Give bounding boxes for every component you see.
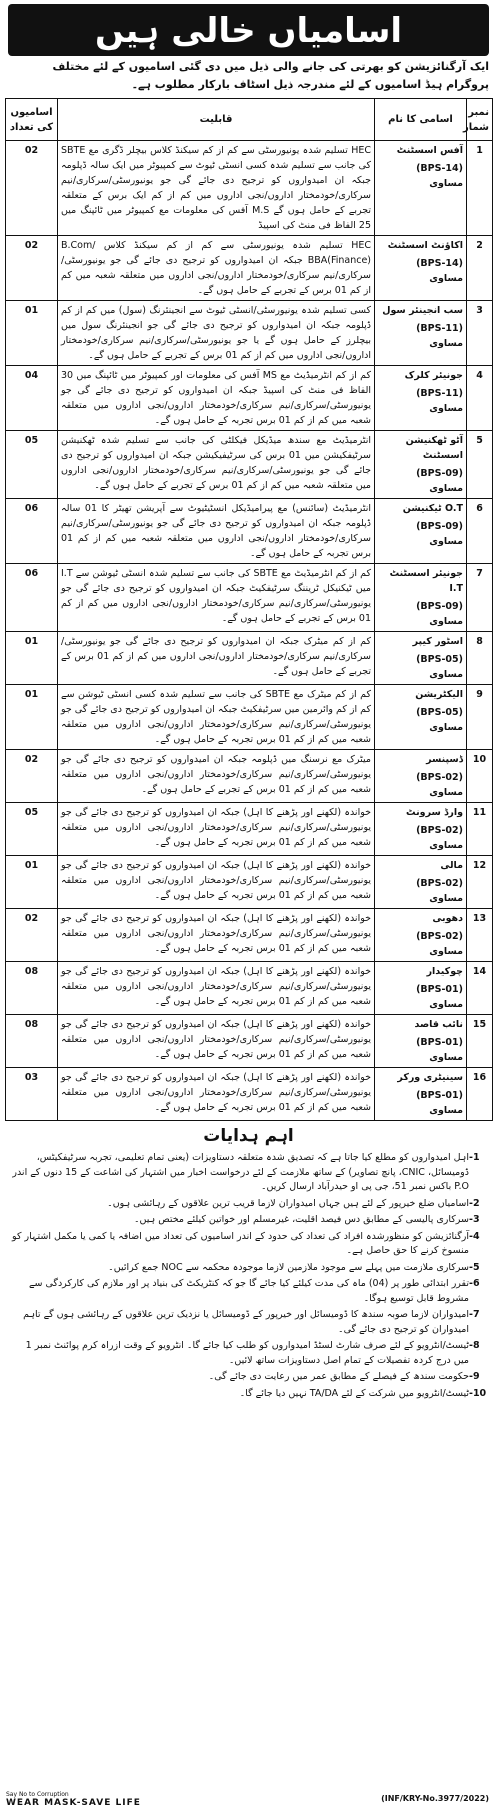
post-name: اکاؤنٹ اسسٹنٹ — [387, 240, 463, 251]
vacancies-table — [5, 98, 493, 1121]
table-row — [6, 856, 493, 909]
post-bps-scale: (BPS-11) — [416, 388, 463, 399]
table-row — [6, 366, 493, 431]
row-qualification: کم از کم میٹرک مع SBTE کی جانب سے تسلیم شدہ کسی انسٹی ٹیوشن سے کم از کم وائرمین میں سرٹیفکیٹ جبکہ ان امیدواروں کو ترجیح دی جائے گی جو یونیورسٹی/سرکاری/نیم سرکاری/خودمختار اداروں/نجی اداروں میں متعلقہ شعبہ میں کم از کم 01 برس تجربہ کے حامل ہوں گے۔ — [58, 685, 375, 750]
table-row — [6, 1068, 493, 1121]
instruction-number: -10 — [469, 1387, 487, 1399]
instruction-text: سرکاری ملازمت میں پہلے سے موجود ملازمین لازما موجودہ محکمہ سے NOC جمع کرائیں۔ — [108, 1261, 469, 1273]
instruction-item — [8, 1197, 489, 1212]
post-bps-scale: (BPS-02) — [416, 825, 463, 836]
logo-big-text: WEAR MASK-SAVE LIFE — [6, 1797, 141, 1808]
row-post — [375, 236, 467, 301]
instruction-number: -4 — [469, 1230, 480, 1242]
row-qualification: خواندہ (لکھنے اور پڑھنے کا اہل) جبکہ ان امیدواروں کو ترجیح دی جائے گی جو یونیورسٹی/سرکاری/نیم سرکاری/خودمختار اداروں/نجی اداروں میں متعلقہ شعبہ میں کم از کم 01 برس تجربہ کے حامل ہوں گے۔ — [58, 856, 375, 909]
post-bps-scale: (BPS-14) — [416, 258, 463, 269]
post-equivalent: مساوی — [429, 946, 463, 957]
table-header-row — [6, 99, 493, 141]
post-name: اسٹور کیپر — [412, 636, 463, 647]
instruction-number: -5 — [469, 1261, 480, 1273]
row-post — [375, 431, 467, 499]
vacancies-banner — [8, 4, 489, 56]
post-name: وارڈ سرونٹ — [406, 807, 463, 818]
post-name: نائب قاصد — [414, 1019, 463, 1030]
post-name: آفس اسسٹنٹ — [396, 145, 463, 156]
post-bps-scale: (BPS-14) — [416, 163, 463, 174]
row-serial-number: 4 — [467, 366, 493, 431]
row-vacancy-count: 06 — [6, 564, 58, 632]
row-serial-number: 12 — [467, 856, 493, 909]
post-equivalent: مساوی — [429, 787, 463, 798]
instruction-item — [8, 1230, 489, 1259]
row-post — [375, 803, 467, 856]
row-vacancy-count: 01 — [6, 856, 58, 909]
table-row — [6, 909, 493, 962]
post-name: الیکٹریشن — [415, 689, 463, 700]
table-row — [6, 632, 493, 685]
row-post — [375, 962, 467, 1015]
post-equivalent: مساوی — [429, 893, 463, 904]
row-qualification: خواندہ (لکھنے اور پڑھنے کا اہل) جبکہ ان امیدواروں کو ترجیح دی جائے گی جو یونیورسٹی/سرکاری/نیم سرکاری/خودمختار اداروں/نجی اداروں میں متعلقہ شعبہ میں کم از کم 01 برس تجربہ کے حامل ہوں گے۔ — [58, 962, 375, 1015]
row-vacancy-count: 06 — [6, 499, 58, 564]
header-vacancy-count: اسامیوں کی تعداد — [6, 99, 58, 141]
row-serial-number: 16 — [467, 1068, 493, 1121]
row-serial-number: 10 — [467, 750, 493, 803]
row-qualification: خواندہ (لکھنے اور پڑھنے کا اہل) جبکہ ان امیدواروں کو ترجیح دی جائے گی جو یونیورسٹی/سرکاری/نیم سرکاری/خودمختار اداروں/نجی اداروں میں متعلقہ شعبہ میں کم از کم 01 برس تجربہ کے حامل ہوں گے۔ — [58, 1015, 375, 1068]
post-bps-scale: (BPS-02) — [416, 878, 463, 889]
post-equivalent: مساوی — [429, 616, 463, 627]
post-equivalent: مساوی — [429, 1052, 463, 1063]
row-serial-number: 1 — [467, 141, 493, 236]
row-qualification: HEC تسلیم شدہ یونیورسٹی سے کم از کم سیکنڈ کلاس B.Com/ BBA(Finance) جبکہ ان امیدواروں کو ترجیح دی جائے گی جو یونیورسٹی/سرکاری/نیم سرکاری/خودمختار اداروں/نجی اداروں میں متعلقہ شعبہ میں کم از کم 01 برس کے تجربے کے حامل ہوں گے۔ — [58, 236, 375, 301]
instruction-text: اسامیاں ضلع خیرپور کے لئے ہیں جہاں امیدواران لازما قریب ترین علاقوں کے رہائشی ہوں۔ — [107, 1197, 469, 1209]
row-post — [375, 301, 467, 366]
row-qualification: خواندہ (لکھنے اور پڑھنے کا اہل) جبکہ ان امیدواروں کو ترجیح دی جائے گی جو یونیورسٹی/سرکاری/نیم سرکاری/خودمختار اداروں/نجی اداروں میں متعلقہ شعبہ میں کم از کم 01 برس تجربہ کے حامل ہوں گے۔ — [58, 909, 375, 962]
header-serial-number: نمبر شمار — [467, 99, 493, 141]
instruction-text: ٹیسٹ/انٹرویو میں شرکت کے لئے TA/DA نہیں دیا جائے گا۔ — [239, 1387, 469, 1399]
post-bps-scale: (BPS-05) — [416, 707, 463, 718]
post-bps-scale: (BPS-09) — [416, 601, 463, 612]
instructions-list — [8, 1151, 489, 1403]
row-vacancy-count: 05 — [6, 803, 58, 856]
post-bps-scale: (BPS-01) — [416, 1037, 463, 1048]
row-vacancy-count: 04 — [6, 366, 58, 431]
post-equivalent: مساوی — [429, 483, 463, 494]
post-equivalent: مساوی — [429, 273, 463, 284]
row-post — [375, 685, 467, 750]
table-row — [6, 750, 493, 803]
post-equivalent: مساوی — [429, 722, 463, 733]
row-post — [375, 499, 467, 564]
row-qualification: کسی تسلیم شدہ یونیورسٹی/انسٹی ٹیوٹ سے انجینئرنگ (سول) میں کم از کم ڈپلومہ جبکہ ان امیدواروں کو ترجیح دی جائے گی جو انجینئرنگ سول میں بیچلرز کے حامل ہوں گے یا جو یونیورسٹی/سرکاری/نیم سرکاری/خودمختار اداروں/نجی اداروں میں کم از کم 01 برس کے تجربے کے حامل ہوں گے۔ — [58, 301, 375, 366]
row-vacancy-count: 02 — [6, 909, 58, 962]
intro-paragraph: ایک آرگنائزیشن کو بھرتی کی جانے والی ذیل میں دی گئی اسامیوں کے لئے مختلف پروگرام ہیڈ اسامیوں کے لئے مندرجہ ذیل اسٹاف بارکار مطلوب ہے۔ — [52, 60, 489, 91]
row-qualification: کم از کم میٹرک جبکہ ان امیدواروں کو ترجیح دی جائے گی جو یونیورسٹی/سرکاری/نیم سرکاری/خودمختار اداروں/نجی اداروں میں کم از کم 01 برس کے تجربے کے حامل ہوں گے۔ — [58, 632, 375, 685]
post-name: جونیئر کلرک — [404, 370, 463, 381]
post-bps-scale: (BPS-09) — [416, 468, 463, 479]
row-vacancy-count: 02 — [6, 236, 58, 301]
row-post — [375, 909, 467, 962]
row-serial-number: 3 — [467, 301, 493, 366]
row-qualification: کم از کم انٹرمیڈیٹ مع MS آفس کی معلومات اور کمپیوٹر میں ٹائپنگ میں 30 الفاظ فی منٹ کی اسپیڈ جبکہ ان امیدواروں کو ترجیح دی جائے گی جو یونیورسٹی/سرکاری/نیم سرکاری/خودمختار اداروں/نجی اداروں میں متعلقہ شعبہ میں کم از کم 01 برس تجربہ کے حامل ہوں گے۔ — [58, 366, 375, 431]
instruction-number: -2 — [469, 1197, 480, 1209]
instruction-text: امیدواران لازما صوبہ سندھ کا ڈومیسائل اور خیرپور کے ڈومیسائل یا نزدیک ترین علاقوں کے رہائشی ہوں گے تاہم امیدواران کو ترجیح دی جائے گی۔ — [23, 1309, 469, 1335]
post-name: مالی — [440, 860, 463, 871]
instruction-item — [8, 1308, 489, 1337]
instruction-text: آرگنائزیشن کو منظورشدہ افراد کی تعداد کی حدود کے اندر اسامیوں کی تعداد میں اضافہ یا کمی یا مکمل اشتہار کو منسوخ کرنے کا حق حاصل ہے۔ — [12, 1230, 469, 1256]
post-equivalent: مساوی — [429, 840, 463, 851]
row-post — [375, 141, 467, 236]
row-vacancy-count: 02 — [6, 750, 58, 803]
row-vacancy-count: 01 — [6, 632, 58, 685]
row-serial-number: 2 — [467, 236, 493, 301]
header-post-name: اسامی کا نام — [375, 99, 467, 141]
row-qualification: کم از کم انٹرمیڈیٹ مع SBTE کی جانب سے تسلیم شدہ انسٹی ٹیوشن سے I.T میں ٹیکنیکل ٹریننگ سرٹیفکیٹ جبکہ ان امیدواروں کو ترجیح دی جائے گی جو یونیورسٹی/سرکاری/نیم سرکاری/خودمختار اداروں/نجی اداروں میں کم از کم 01 برس کے تجربے کے حامل ہوں گے۔ — [58, 564, 375, 632]
post-equivalent: مساوی — [429, 999, 463, 1010]
post-name: آٹو ٹھکنیشن اسسٹنٹ — [405, 435, 463, 461]
instruction-number: -6 — [469, 1278, 480, 1289]
row-post — [375, 750, 467, 803]
instruction-number: -9 — [469, 1371, 480, 1382]
instruction-text: حکومت سندھ کے فیصلے کے مطابق عمر میں رعایت دی جائے گی۔ — [208, 1371, 469, 1382]
instructions-title: اہم ہدایات — [203, 1126, 294, 1146]
post-equivalent: مساوی — [429, 669, 463, 680]
awareness-logo — [6, 1788, 156, 1810]
post-name: جونیئر اسسٹنٹ I.T — [389, 568, 463, 594]
post-equivalent: مساوی — [429, 536, 463, 547]
row-serial-number: 8 — [467, 632, 493, 685]
row-post — [375, 856, 467, 909]
post-name: دھوبی — [432, 913, 463, 924]
post-equivalent: مساوی — [429, 338, 463, 349]
instruction-number: -8 — [469, 1340, 480, 1351]
row-serial-number: 5 — [467, 431, 493, 499]
post-equivalent: مساوی — [429, 403, 463, 414]
header-qualification: قابلیت — [58, 99, 375, 141]
instruction-text: اہل امیدواروں کو مطلع کیا جاتا ہے کہ تصدیق شدہ متعلقہ دستاویزات (یعنی تمام تعلیمی، تجربہ سرٹیفکیٹس، ڈومیسائل، CNIC، پانچ تصاویر) کے ساتھ ملازمت کے لئے درخواست اخبار میں اشتہار کی اشاعت کے 15 دنوں کے اندر P.O باکس نمبر 51، جی پی او حیدرآباد ارسال کریں۔ — [12, 1152, 469, 1192]
instruction-text: تقرر ابتدائی طور پر (04) ماہ کی مدت کیلئے کیا جائے گا جو کہ کنٹریکٹ کی بنیاد پر اور ملازم کی کارکردگی سے مشروط قابل توسیع ہوگا۔ — [28, 1278, 469, 1304]
post-bps-scale: (BPS-01) — [416, 984, 463, 995]
table-row — [6, 236, 493, 301]
row-vacancy-count: 05 — [6, 431, 58, 499]
row-post — [375, 1068, 467, 1121]
post-bps-scale: (BPS-05) — [416, 654, 463, 665]
post-bps-scale: (BPS-09) — [416, 521, 463, 532]
row-serial-number: 7 — [467, 564, 493, 632]
row-vacancy-count: 03 — [6, 1068, 58, 1121]
post-name: ڈسپنسر — [426, 754, 463, 765]
row-post — [375, 564, 467, 632]
row-qualification: انٹرمیڈیٹ مع سندھ میڈیکل فیکلٹی کی جانب سے تسلیم شدہ ٹھکنیشن سرٹیفکیشن میں 01 برس کی سرٹیفیکیشن جبکہ ان امیدواروں کو ترجیح دی جائے گی جو یونیورسٹی/سرکاری/نیم سرکاری/خودمختار اداروں/نجی اداروں میں متعلقہ شعبہ میں کم از کم 01 برس کے تجربے کے حامل ہوں گے۔ — [58, 431, 375, 499]
row-vacancy-count: 08 — [6, 1015, 58, 1068]
row-serial-number: 15 — [467, 1015, 493, 1068]
row-serial-number: 14 — [467, 962, 493, 1015]
instruction-number: -1 — [469, 1152, 480, 1163]
table-row — [6, 685, 493, 750]
table-row — [6, 141, 493, 236]
row-vacancy-count: 01 — [6, 301, 58, 366]
reference-number: (INF/KRY-No.3977/2022) — [381, 1794, 489, 1803]
row-post — [375, 1015, 467, 1068]
instruction-number: -3 — [469, 1214, 480, 1225]
row-qualification: انٹرمیڈیٹ (سائنس) مع پیرامیڈیکل انسٹیٹیوٹ سے آپریشن تھیٹر کا 01 سالہ ڈپلومہ جبکہ ان امیدواروں کو ترجیح دی جائے گی جو یونیورسٹی/سرکاری/نیم سرکاری/خودمختار اداروں/نجی اداروں میں متعلقہ شعبہ میں کم از کم 01 برس تجربہ کے حامل ہوں گے۔ — [58, 499, 375, 564]
row-post — [375, 632, 467, 685]
instruction-item — [8, 1339, 489, 1368]
row-serial-number: 6 — [467, 499, 493, 564]
post-name: O.T ٹیکنیشن — [402, 503, 463, 514]
row-qualification: خواندہ (لکھنے اور پڑھنے کا اہل) جبکہ ان امیدواروں کو ترجیح دی جائے گی جو یونیورسٹی/سرکاری/نیم سرکاری/خودمختار اداروں/نجی اداروں میں متعلقہ شعبہ میں کم از کم 01 برس تجربہ کے حامل ہوں گے۔ — [58, 1068, 375, 1121]
row-serial-number: 11 — [467, 803, 493, 856]
instruction-number: -7 — [469, 1309, 480, 1320]
instruction-text: ٹیسٹ/انٹرویو کے لئے صرف شارٹ لسٹڈ امیدواروں کو طلب کیا جائے گا۔ انٹرویو کے وقت ازراہ کرم پوائنٹ نمبر 1 میں درج کردہ تفصیلات کے تمام اصل دستاویزات ساتھ لائیں۔ — [25, 1340, 469, 1366]
instruction-item — [8, 1151, 489, 1195]
table-row — [6, 564, 493, 632]
post-name: سب انجینئر سول — [382, 305, 463, 316]
post-bps-scale: (BPS-02) — [416, 931, 463, 942]
vacancies-table-body — [6, 141, 493, 1121]
table-row — [6, 499, 493, 564]
banner-title: اسامیاں خالی ہیں — [94, 10, 403, 51]
row-qualification: خواندہ (لکھنے اور پڑھنے کا اہل) جبکہ ان امیدواروں کو ترجیح دی جائے گی جو یونیورسٹی/سرکاری/نیم سرکاری/خودمختار اداروں/نجی اداروں میں متعلقہ شعبہ میں کم از کم 01 برس تجربہ کے حامل ہوں گے۔ — [58, 803, 375, 856]
post-equivalent: مساوی — [429, 178, 463, 189]
table-row — [6, 1015, 493, 1068]
logo-small-text: Say No to Corruption — [6, 1790, 69, 1798]
row-vacancy-count: 08 — [6, 962, 58, 1015]
post-name: چوکیدار — [426, 966, 463, 977]
row-vacancy-count: 02 — [6, 141, 58, 236]
row-vacancy-count: 01 — [6, 685, 58, 750]
post-bps-scale: (BPS-02) — [416, 772, 463, 783]
instruction-item — [8, 1370, 489, 1385]
table-row — [6, 962, 493, 1015]
post-name: سینیٹری ورکر — [397, 1072, 463, 1083]
post-bps-scale: (BPS-01) — [416, 1090, 463, 1101]
instruction-text: سرکاری پالیسی کے مطابق دس فیصد اقلیت، غیرمسلم اور خواتین کیلئے مختص ہیں۔ — [133, 1214, 469, 1225]
row-qualification: HEC تسلیم شدہ یونیورسٹی سے کم از کم سیکنڈ کلاس بیچلر ڈگری مع SBTE کی جانب سے تسلیم شدہ کسی انسٹی ٹیوٹ سے کمپیوٹر میں ایک سالہ ڈپلومہ جبکہ ان امیدواروں کو ترجیح دی جائے گی جو یونیورسٹی/سرکاری/نیم سرکاری/خودمختار اداروں/نجی اداروں میں کم از کم ایک برس کے متعلقہ تجربے کے حامل ہوں گے M.S آفس کی معلومات مع کمپیوٹر میں ٹائپنگ میں 25 الفاظ فی منٹ کی اسپیڈ — [58, 141, 375, 236]
instruction-item — [8, 1387, 489, 1402]
table-row — [6, 431, 493, 499]
post-equivalent: مساوی — [429, 1105, 463, 1116]
row-serial-number: 13 — [467, 909, 493, 962]
row-qualification: میٹرک مع نرسنگ میں ڈپلومہ جبکہ ان امیدواروں کو ترجیح دی جائے گی جو یونیورسٹی/سرکاری/نیم سرکاری/خودمختار اداروں/نجی اداروں میں متعلقہ شعبہ میں کم از کم 01 برس کے تجربے کے حامل ہوں گے۔ — [58, 750, 375, 803]
table-row — [6, 803, 493, 856]
row-post — [375, 366, 467, 431]
post-bps-scale: (BPS-11) — [416, 323, 463, 334]
instruction-item — [8, 1277, 489, 1306]
instruction-item — [8, 1261, 489, 1276]
instruction-item — [8, 1213, 489, 1228]
table-row — [6, 301, 493, 366]
row-serial-number: 9 — [467, 685, 493, 750]
